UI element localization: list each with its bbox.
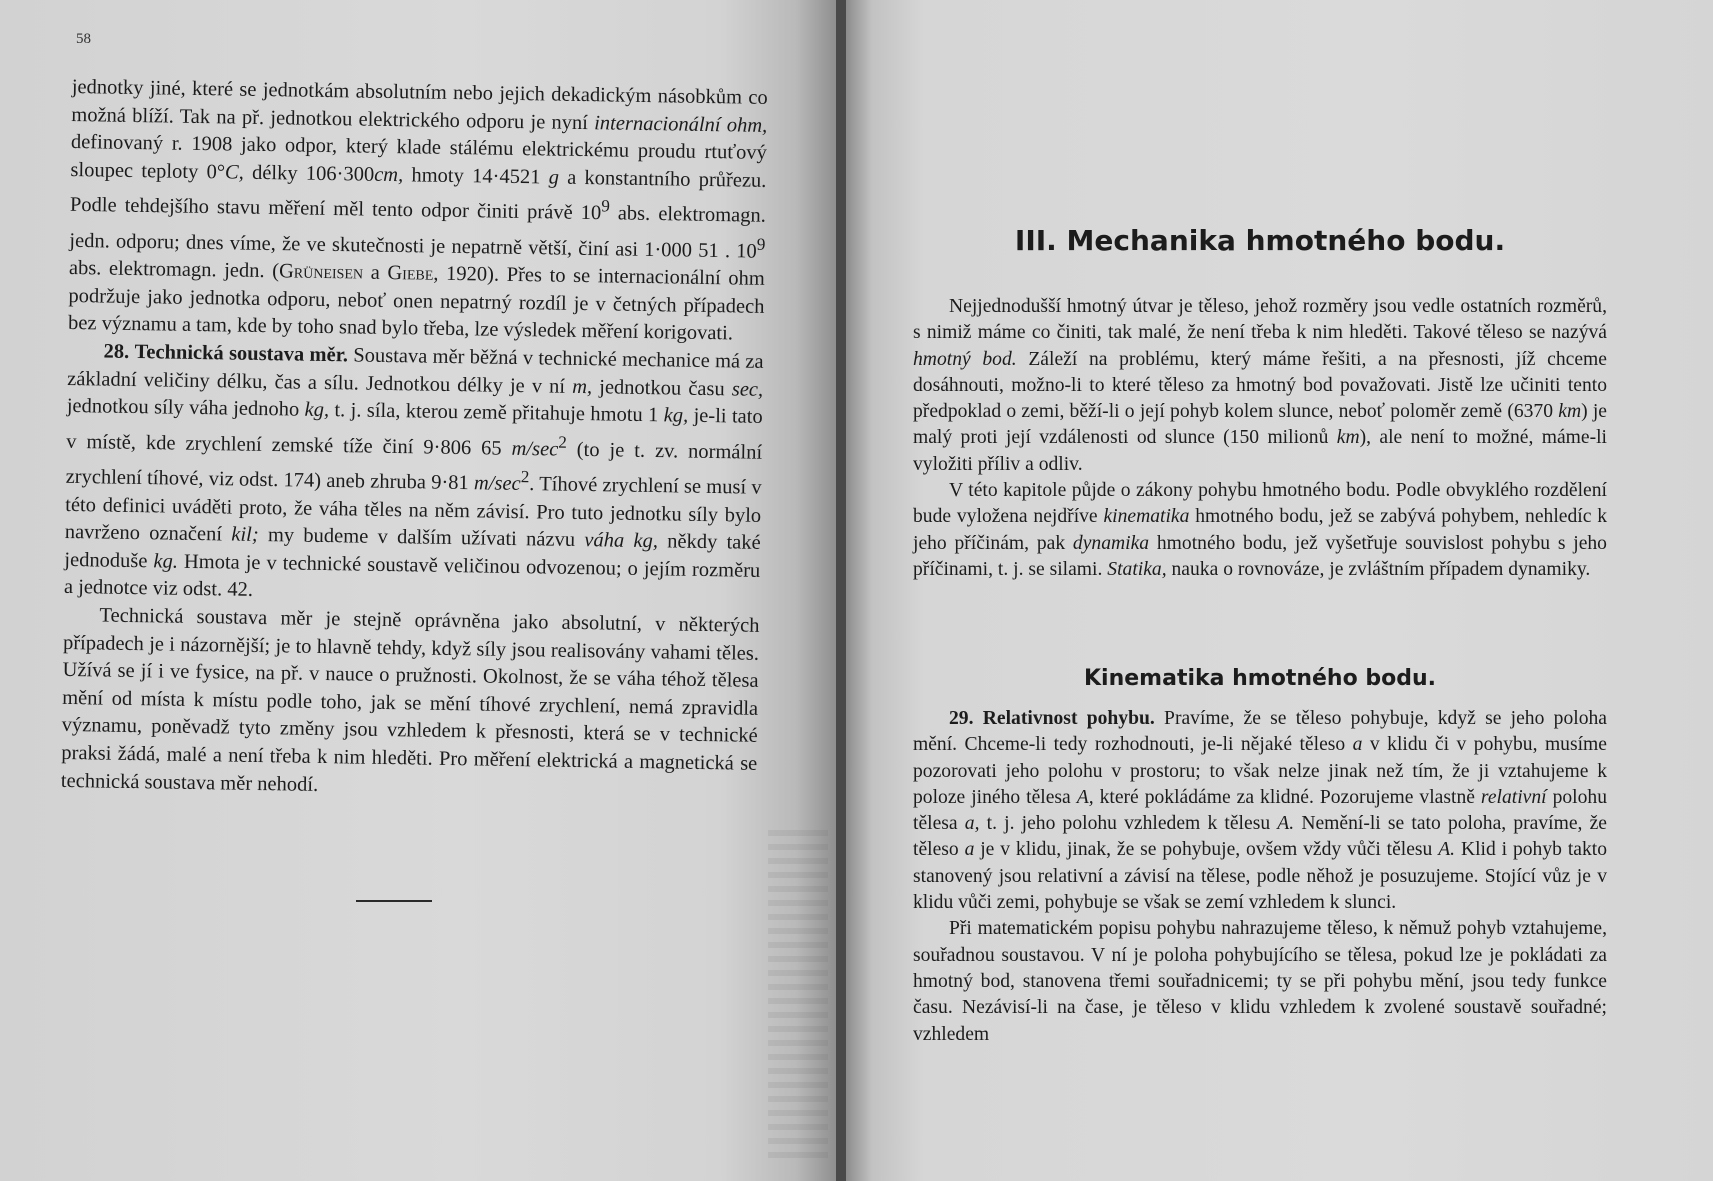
page-number: 58 — [76, 31, 91, 47]
subsection-heading: Kinematika hmotného bodu. — [1084, 666, 1436, 691]
paragraph-section-28: 28. Technická soustava měr. Soustava měr běžná v technické mechanice má za základní veličiny délku, čas a sílu. Jednotkou délky je v ní m, jednotkou času sec, jednotkou síly váha jednoho kg, t. j. síla, kterou země přitahuje hmotu 1 kg, je-li tato v místě, kde zrychlení zemské tíže činí 9·806 65 $m/\sec^2$ (to je t. zv. normální zrychlení tíhové, viz odst. 174) aneb zhruba 9·81 $m/\sec^2$. Tíhové zrychlení se musí v této definici uváděti proto, že váha těles na něm závisí. Pro tuto jednotku síly bylo navrženo označení kil; my budeme v dalším užívati názvu váha kg, někdy také jednoduše kg. Hmota je v technické soustavě veličinou odvozenou; o jejím rozměru a jednotce viz odst. 42. — [63, 340, 764, 602]
section-end-rule — [356, 900, 432, 902]
paragraph-section-29: 29. Relativnost pohybu. Pravíme, že se těleso pohybuje, když se jeho poloha mění. Chceme-li tedy rozhodnouti, je-li nějaké těleso a v klidu či v pohybu, musíme pozorovati jeho polohu v prostoru; to však nelze jinak než tím, že ji vztahujeme k poloze jiného tělesa A, které pokládáme za klidné. Pozorujeme vlastně relativní polohu tělesa a, t. j. jeho polohu vzhledem k tělesu A. Nemění-li se tato poloha, pravíme, že těleso a je v klidu, jinak, že se pohybuje, ovšem vždy vůči tělesu A. Klid i pohyb takto stanovený jsou relativní a závisí na tělese, podle něhož je posuzujeme. Stojící vůz je v klidu vůči zemi, pohybuje se však se zemí vzhledem k slunci. — [913, 708, 1607, 914]
paragraph-coordinate-system: Při matematickém popisu pohybu nahrazujeme těleso, k němuž pohyb vztahujeme, souřadnou soustavou. V ní je poloha pohybujícího se tělesa, pokud lze je pokládati za hmotný bod, stanovena třemi souřadnicemi; ty se při pohybu mění, jsou tedy funkce času. Nezávisí-li na čase, je těleso v klidu vzhledem k zvolené soustavě souřadné; vzhledem — [913, 918, 1607, 1045]
right-page — [846, 0, 1713, 1181]
paragraph-technical-system: Technická soustava měr je stejně oprávněna jako absolutní, v některých případech je i názornější; je to hlavně tehdy, když síly jsou realisovány vahami těles. Užívá se jí i ve fysice, na př. v nauce o pružnosti. Okolnost, že se váha téhož tělesa mění od místa k místu podle toho, jak se mění tíhové zrychlení, nemá zpravidla významu, poněvadž tyto změny jsou vzhledem k přesnosti, která se v technické praksi žádá, malé a není třeba k nim hleděti. Pro měření elektrická a magnetická se technická soustava měr nehodí. — [60, 604, 760, 796]
paragraph-units-continuation: jednotky jiné, které se jednotkám absolutním nebo jejich dekadickým násobkům co možná blíží. Tak na př. jednotkou elektrického odporu je nyní internacionální ohm, definovaný r. 1908 jako odpor, který klade stálému elektrickému proudu rtuťový sloupec teploty 0°C, délky 106·300cm, hmoty 14·4521 g a konstantního průřezu. Podle tehdejšího stavu měření měl tento odpor činiti právě $10^9$ abs. elektromagn. jedn. odporu; dnes víme, že ve skutečnosti je nepatrně větší, činí asi 1·000 51 . $10^9$ abs. elektromagn. jedn. (Grüneisen a Giebe, 1920). Přes to se internacionální ohm podržuje jako jednotka odporu, neboť onen nepatrný rozdíl je v četných případech bez významu a tam, kde by toho snad bylo třeba, lze výsledek měření korigovati. — [67, 75, 768, 345]
chapter-title: III. Mechanika hmotného bodu. — [1014, 224, 1506, 257]
paragraph-mass-point: Nejjednodušší hmotný útvar je těleso, jehož rozměry jsou vedle ostatních rozměrů, s nimiž máme co činiti, tak malé, že není třeba k nim hleděti. Takové těleso se nazývá hmotný bod. Záleží na problému, který máme řešiti, a na přesnosti, jíž chceme dosáhnouti, možno-li to které těleso za hmotný bod považovati. Jistě lze učiniti tento předpoklad o zemi, běží-li o její pohyb kolem slunce, neboť poloměr země (6370 km) je malý proti její vzdálenosti od slunce (150 milionů km), ale není to možné, máme-li vyložiti příliv a odliv. — [913, 296, 1607, 475]
paragraph-chapter-overview: V této kapitole půjde o zákony pohybu hmotného bodu. Podle obvyklého rozdělení bude vyložena nejdříve kinematika hmotného bodu, jež se zabývá pohybem, nehledíc k jeho příčinám, pak dynamika hmotného bodu, jež vyšetřuje souvislost pohybu s jeho příčinami, t. j. se silami. Statika, nauka o rovnováze, je zvláštním případem dynamiky. — [913, 480, 1608, 580]
section-29 — [913, 706, 1607, 1048]
show-through-texture — [768, 830, 828, 1160]
left-page — [0, 0, 838, 1181]
section-title: Technická soustava měr. — [134, 341, 349, 367]
left-text-column — [61, 74, 768, 806]
section-number: 28. — [103, 340, 130, 363]
section-title: Relativnost pohybu. — [982, 708, 1155, 729]
section-number: 29. — [949, 708, 974, 729]
chapter-intro — [913, 294, 1607, 583]
